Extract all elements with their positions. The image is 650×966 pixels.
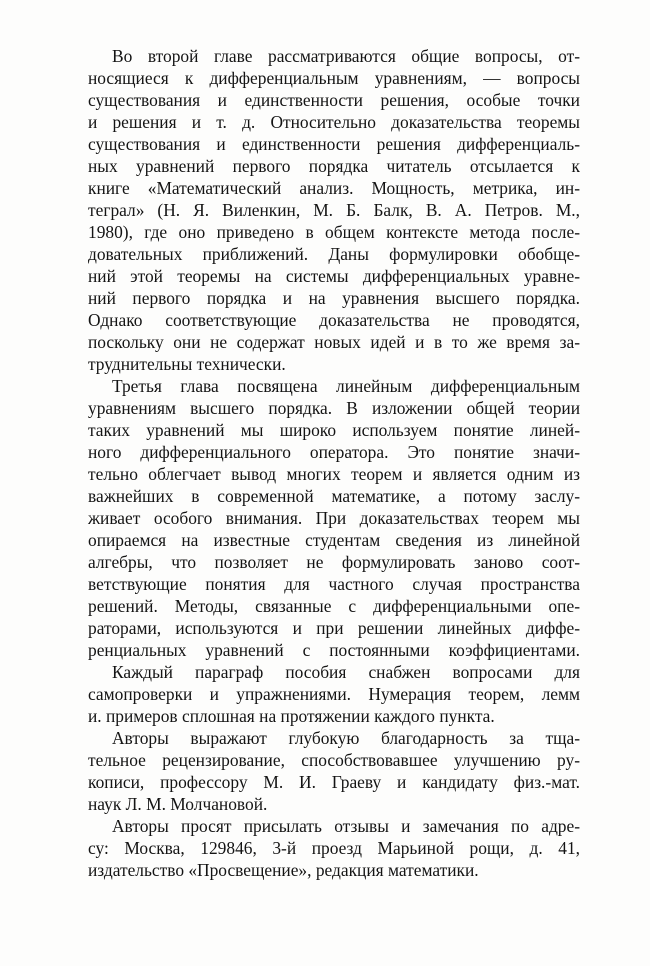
text-line: Авторы просят присылать отзывы и замечания по адре- xyxy=(112,816,580,836)
text-line: су: Москва, 129846, 3-й проезд Марьиной рощи, д. 41, xyxy=(88,838,580,858)
text-line: 1980), где оно приведено в общем контексте метода после- xyxy=(88,222,580,242)
paragraph-chapter-three xyxy=(88,375,580,661)
text-line: довательных приближений. Даны формулировки обобще- xyxy=(88,244,580,264)
paragraph-feedback-address xyxy=(88,815,580,881)
paragraph-acknowledgements xyxy=(88,727,580,815)
text-line: важнейших в современной математике, а потому заслу- xyxy=(88,486,580,506)
text-line: теграл» (Н. Я. Виленкин, М. Б. Балк, В. А. Петров. М., xyxy=(88,200,580,220)
paragraph-structure xyxy=(88,661,580,727)
text-line: труднительны технически. xyxy=(88,354,286,374)
text-line: Каждый параграф пособия снабжен вопросами для xyxy=(112,662,580,682)
paragraph-chapter-two xyxy=(88,45,580,375)
text-line: ренциальных уравнений с постоянными коэффициентами. xyxy=(88,640,580,660)
text-line: ветствующие понятия для частного случая пространства xyxy=(88,574,580,594)
text-line: наук Л. М. Молчановой. xyxy=(88,794,268,814)
text-line: существования и единственности решения, особые точки xyxy=(88,90,580,110)
text-line: Авторы выражают глубокую благодарность за тща- xyxy=(112,728,580,748)
text-line: книге «Математический анализ. Мощность, метрика, ин- xyxy=(88,178,580,198)
text-line: Во второй главе рассматриваются общие вопросы, от- xyxy=(112,46,580,66)
preface-text xyxy=(88,45,580,881)
text-line: и. примеров сплошная на протяжении каждого пункта. xyxy=(88,706,495,726)
text-line: Однако соответствующие доказательства не проводятся, xyxy=(88,310,580,330)
text-line: самопроверки и упражнениями. Нумерация теорем, лемм xyxy=(88,684,580,704)
text-line: кописи, профессору М. И. Граеву и кандидату физ.-мат. xyxy=(88,772,580,792)
text-line: живает особого внимания. При доказательствах теорем мы xyxy=(88,508,580,528)
text-line: тельно облегчает вывод многих теорем и является одним из xyxy=(88,464,580,484)
text-line: и решения и т. д. Относительно доказательства теоремы xyxy=(88,112,580,132)
text-line: тельное рецензирование, способствовавшее улучшению ру- xyxy=(88,750,580,770)
text-line: решений. Методы, связанные с дифференциальными опе- xyxy=(88,596,580,616)
text-line: таких уравнений мы широко используем понятие линей- xyxy=(88,420,580,440)
text-line: носящиеся к дифференциальным уравнениям, — вопросы xyxy=(88,68,580,88)
text-line: Третья глава посвящена линейным дифференциальным xyxy=(112,376,580,396)
text-line: раторами, используются и при решении линейных диффе- xyxy=(88,618,580,638)
text-line: ного дифференциального оператора. Это понятие значи- xyxy=(88,442,580,462)
text-line: опираемся на известные студентам сведения из линейной xyxy=(88,530,580,550)
text-line: ний первого порядка и на уравнения высшего порядка. xyxy=(88,288,580,308)
text-line: издательство «Просвещение», редакция математики. xyxy=(88,860,479,880)
text-line: уравнениям высшего порядка. В изложении общей теории xyxy=(88,398,580,418)
text-line: поскольку они не содержат новых идей и в то же время за- xyxy=(88,332,580,352)
text-line: ных уравнений первого порядка читатель отсылается к xyxy=(88,156,580,176)
text-line: алгебры, что позволяет не формулировать заново соот- xyxy=(88,552,580,572)
text-line: ний этой теоремы на системы дифференциальных уравне- xyxy=(88,266,580,286)
text-line: существования и единственности решения дифференциаль- xyxy=(88,134,580,154)
